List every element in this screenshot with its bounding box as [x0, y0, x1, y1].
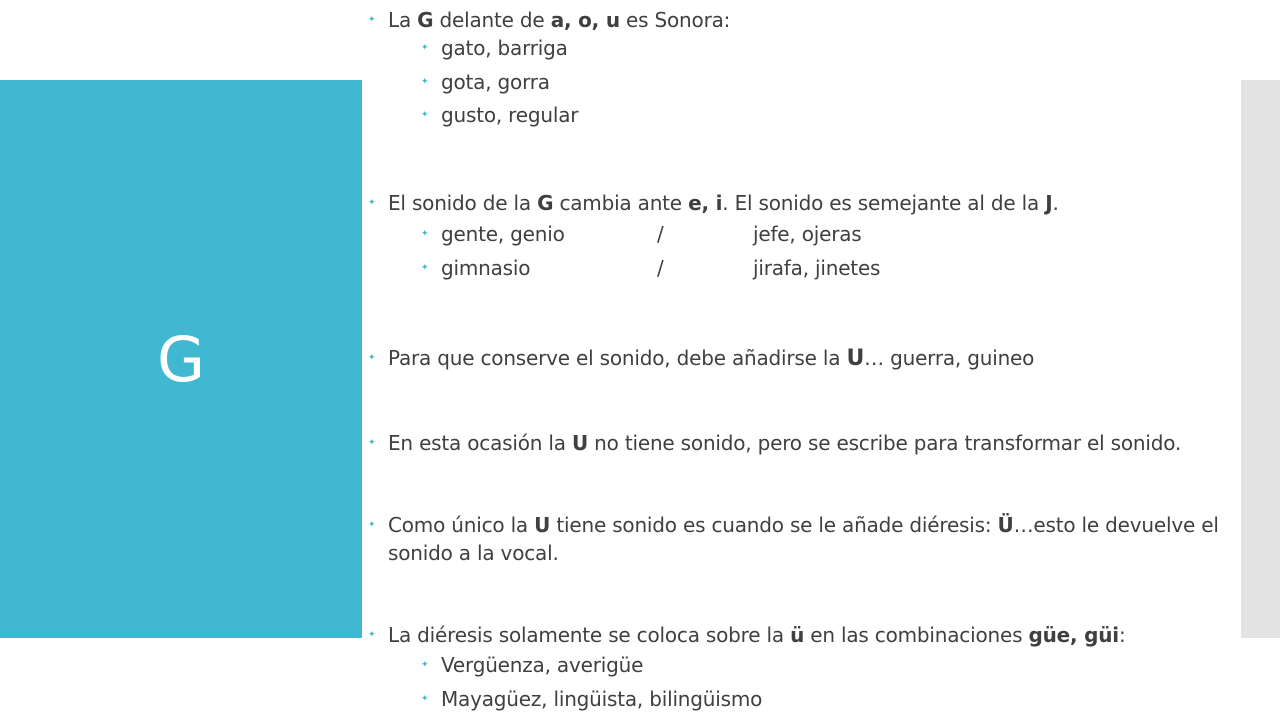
bullet-g-sonora: La G delante de a, o, u es Sonora: — [388, 8, 731, 32]
bullet-icon — [368, 200, 374, 206]
bullet-icon — [368, 440, 374, 446]
example-item: gusto, regular — [441, 103, 579, 127]
bullet-icon — [368, 17, 374, 23]
bullet-icon — [368, 355, 374, 361]
bullet-icon — [421, 45, 427, 51]
bullet-u-sin-sonido: En esta ocasión la U no tiene sonido, pero se escribe para transformar el sonido. — [388, 431, 1182, 455]
bullet-icon — [421, 265, 427, 271]
bullet-combinaciones: La diéresis solamente se coloca sobre la ü en las combinaciones güe, güi: — [388, 623, 1126, 647]
example-item: Mayagüez, lingüista, bilingüismo — [441, 687, 763, 711]
bullet-icon — [421, 231, 427, 237]
bullet-g-cambia: El sonido de la G cambia ante e, i. El sonido es semejante al de la J. — [388, 191, 1059, 215]
bullet-icon — [421, 662, 427, 668]
bullet-dieresis: Como único la U tiene sonido es cuando se le añade diéresis: Ü…esto le devuelve el — [388, 513, 1219, 537]
bullet-conserve-sonido: Para que conserve el sonido, debe añadirse la U… guerra, guineo — [388, 346, 1035, 371]
bullet-icon — [421, 79, 427, 85]
bullet-icon — [421, 112, 427, 118]
example-item: gota, gorra — [441, 70, 550, 94]
example-row: gente, genio — [441, 222, 565, 246]
example-separator: / — [657, 256, 664, 280]
example-item: gato, barriga — [441, 36, 568, 60]
example-right: jirafa, jinetes — [753, 256, 881, 280]
bullet-icon — [368, 522, 374, 528]
slide-title: G — [156, 322, 206, 396]
bullet-dieresis-line2: sonido a la vocal. — [388, 541, 559, 565]
example-item: Vergüenza, averigüe — [441, 653, 644, 677]
bullet-icon — [368, 632, 374, 638]
bullet-icon — [421, 696, 427, 702]
example-row: gimnasio — [441, 256, 531, 280]
example-right: jefe, ojeras — [753, 222, 862, 246]
example-separator: / — [657, 222, 664, 246]
